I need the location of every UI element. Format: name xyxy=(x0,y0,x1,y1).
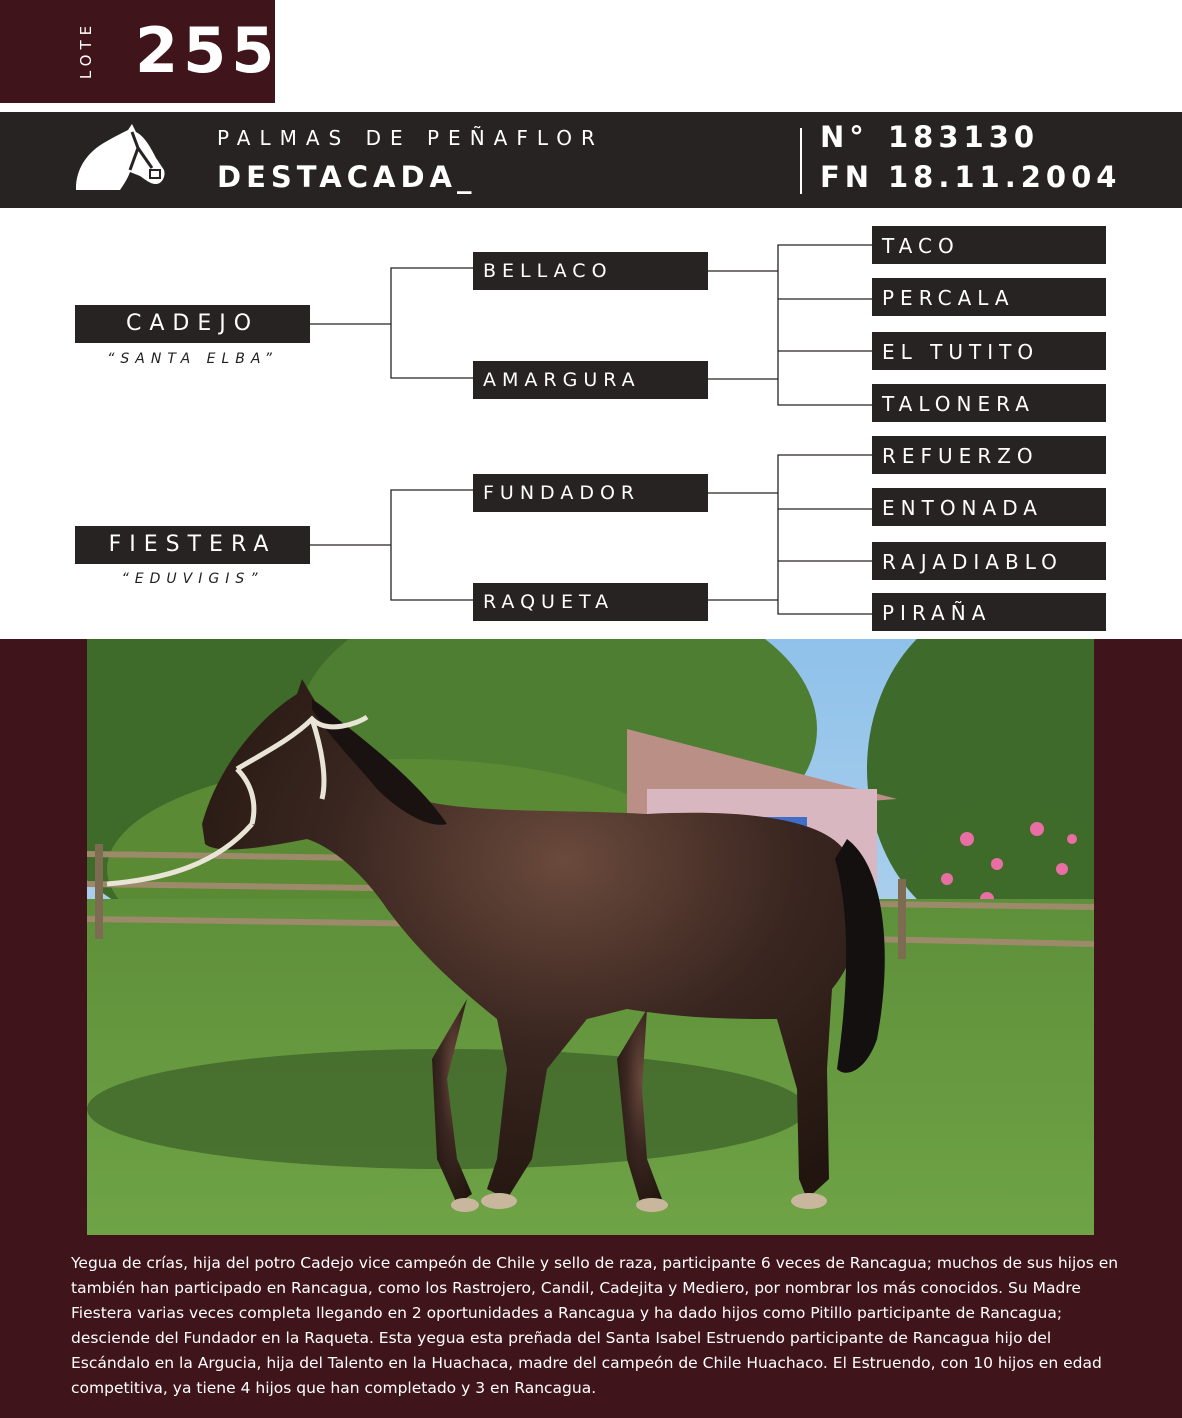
birth-date-label: FN xyxy=(820,160,875,194)
great-grandparent-el-tutito: EL TUTITO xyxy=(872,332,1106,370)
grandparent-fundador: FUNDADOR xyxy=(473,474,708,512)
registration-label: N° xyxy=(820,120,869,154)
great-grandparent-taco: TACO xyxy=(872,226,1106,264)
header-divider xyxy=(800,128,802,194)
registration-row xyxy=(820,120,1039,154)
great-grandparent-entonada: ENTONADA xyxy=(872,488,1106,526)
great-grandparent-rajadiablo: RAJADIABLO xyxy=(872,542,1106,580)
grandparent-bellaco: BELLACO xyxy=(473,252,708,290)
registration-number: 183130 xyxy=(888,120,1040,154)
dam-origin: “EDUVIGIS” xyxy=(121,571,264,587)
great-grandparent-refuerzo: REFUERZO xyxy=(872,436,1106,474)
lot-badge xyxy=(0,0,280,103)
breeder-name: PALMAS DE PEÑAFLOR xyxy=(217,126,604,150)
birth-date-row xyxy=(820,160,1121,194)
description-text: Yegua de crías, hija del potro Cadejo vice campeón de Chile y sello de raza, participante 6 veces de Rancagua; muchos de sus hijos en también han participado en Rancagua, como los Rastrojero, Candil, Cadejita y Mediero, por nombrar los más conocidos. Su Madre Fiestera varias veces completa llegando en 2 oportunidades a Rancagua y ha dado hijos como Pitillo participante de Rancagua; desciende del Fundador en la Raqueta. Esta yegua esta preñada del Santa Isabel Estruendo participante de Rancagua hijo del Escándalo en la Argucia, hija del Talento en la Huachaca, madre del campeón de Chile Huachaco. El Estruendo, con 10 hijos en edad competitiva, ya tiene 4 hijos que han completado y 3 en Rancagua. xyxy=(71,1254,1119,1397)
great-grandparent-pirana: PIRAÑA xyxy=(872,593,1106,631)
horse-name: DESTACADA_ xyxy=(217,160,477,194)
grandparent-raqueta: RAQUETA xyxy=(473,583,708,621)
great-grandparent-percala: PERCALA xyxy=(872,278,1106,316)
grandparent-amargura: AMARGURA xyxy=(473,361,708,399)
lot-number: 255 xyxy=(135,14,280,87)
sire-name: CADEJO xyxy=(75,305,310,343)
sire-origin: “SANTA ELBA” xyxy=(107,351,278,367)
dam-name: FIESTERA xyxy=(75,526,310,564)
horse-photo xyxy=(87,639,1094,1235)
horse-head-icon xyxy=(72,124,166,192)
birth-date: 18.11.2004 xyxy=(888,160,1122,194)
lot-label: LOTE xyxy=(77,20,95,80)
great-grandparent-talonera: TALONERA xyxy=(872,384,1106,422)
